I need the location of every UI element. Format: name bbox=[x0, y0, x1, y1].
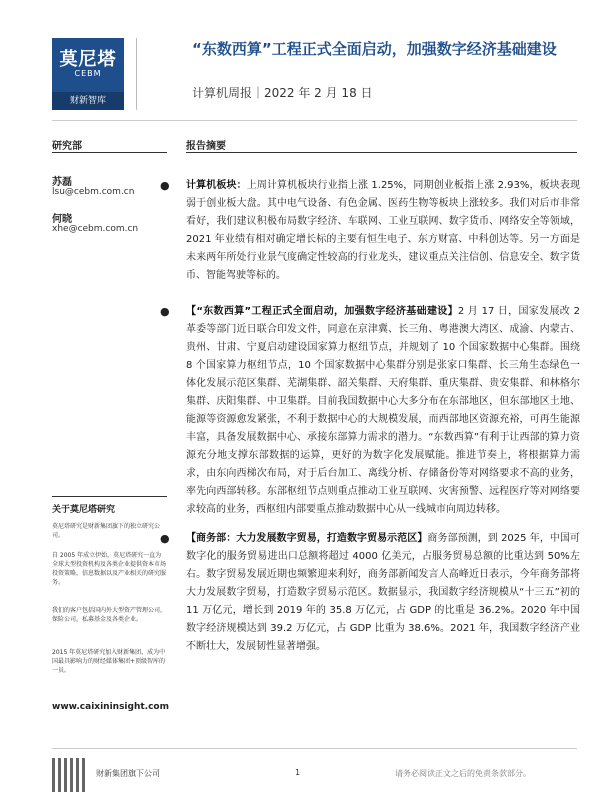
website-link[interactable]: www.caixininsight.com bbox=[52, 702, 169, 712]
report-title: “东数西算”工程正式全面启动，加强数字经济基础建设 bbox=[192, 40, 557, 58]
header-rule bbox=[52, 120, 577, 121]
report-subtitle: 计算机周报｜2022 年 2 月 18 日 bbox=[192, 86, 373, 100]
about-paragraph: 我们的客户包括国内外大型资产管理公司，保险公司，私募基金及各类企业。 bbox=[52, 607, 167, 623]
qr-code-icon bbox=[52, 758, 86, 792]
summary-paragraph bbox=[186, 177, 580, 285]
author-name: 何晓 bbox=[52, 214, 72, 225]
logo-sub: 财新智库 bbox=[52, 92, 124, 110]
footer-rule bbox=[52, 748, 577, 749]
about-title: 关于莫尼塔研究 bbox=[52, 505, 116, 515]
paragraph-lead: 【“东数西算”工程正式全面启动，加强数字经济基础建设】 bbox=[186, 306, 458, 317]
paragraph-text: 上周计算机板块行业指上涨 1.25%，同期创业板指上涨 2.93%，板块表现弱于创业板大盘。其中电气设备、有色金属、医药生物等板块上涨较多。我们对后市非常看好，我们建议积极布局数字经济、车联网、工业互联网、数字货币、网络安全等领域，2021 年业绩有相对确定增长标的主要有恒生电子、东方财富、中科创达等。另一方面是未来两年所处行业景气度确定性较高的行业龙头，建议重点关注信创、信息安全、数字货币、智能驾驶等标的。 bbox=[186, 180, 580, 281]
paragraph-text: 2 月 17 日，国家发展改 2 革委等部门近日联合印发文件，同意在京津冀、长三角、粤港澳大湾区、成渝、内蒙古、贵州、甘肃、宁夏启动建设国家算力枢纽节点，并规划了 10 个国家数据中心集群。围绕 8 个国家算力枢纽节点，10 个国家数据中心集群分别是张家口集群、长三角生态绿色一体化发展示范区集群、芜湖集群、韶关集群、天府集群、重庆集群、贵安集群、和林格尔集群、庆阳集群、中卫集群。目前我国数据中心大多分布在东部地区，但东部地区土地、能源等资源愈发紧张，不利于数据中心的大规模发展，而西部地区资源充裕，可再生能源丰富，具备发展数据中心、承接东部算力需求的潜力。“东数西算”有利于让西部的算力资源充分地支撑东部数据的运算，更好的为数字化发展赋能。推进节奏上，将根据算力需求，由东向西梯次布局，对于后台加工、离线分析、存储备份等对网络要求不高的业务，率先向西部转移。东部枢纽节点则重点推动工业互联网、灾害预警、远程医疗等对网络要求较高的业务，西枢纽内部要重点推动数据中心从一线城市向周边转移。 bbox=[186, 306, 580, 515]
logo-cn: 莫尼塔 bbox=[59, 49, 117, 70]
bullet-icon: ● bbox=[160, 532, 170, 545]
about-paragraph: 2015 年莫尼塔研究加入财新集团，成为中国最具影响力的财经媒体集团+顶级智库的一员。 bbox=[52, 649, 166, 674]
paragraph-text: 商务部预测，到 2025 年，中国可数字化的服务贸易进出口总额将超过 4000 亿美元，占服务贸易总额的比重达到 50%左右。数字贸易发展近期也频繁迎来利好，商务部新闻发言人高峰近日表示，今年商务部将大力发展数字贸易，打造数字贸易示范区。数据显示，我国数字经济规模从“十三五”初的 11 万亿元，增长到 2019 年的 35.8 万亿元，占 GDP 的比重是 36.2%。2020 年中国数字经济规模达到 39.2 万亿元，占 GDP 比重为 38.6%。2021 年，我国数字经济产业不断壮大，发展韧性显著增强。 bbox=[186, 533, 580, 652]
company-logo bbox=[52, 38, 124, 110]
summary-paragraph bbox=[186, 303, 580, 519]
bullet-icon: ● bbox=[160, 179, 170, 192]
research-dept-heading: 研究部 bbox=[52, 141, 82, 152]
about-rule bbox=[52, 496, 167, 497]
bullet-icon: ● bbox=[160, 305, 170, 318]
author-name: 苏磊 bbox=[52, 177, 72, 188]
paragraph-lead: 【商务部：大力发展数字贸易，打造数字贸易示范区】 bbox=[186, 533, 428, 544]
about-paragraph: 莫尼塔研究是财新集团旗下的独立研究公司。 bbox=[52, 523, 161, 539]
about-paragraph: 自 2005 年成立伊始，莫尼塔研究一直为全球大型投资机构及各类企业提供资本市场投资策略，信息数据以及产业相关的研究服务。 bbox=[52, 552, 167, 586]
footer-disclaimer: 请务必阅读正文之后的免责条款部分。 bbox=[395, 769, 531, 778]
summary-paragraph bbox=[186, 530, 580, 656]
logo-en: CEBM bbox=[74, 69, 102, 78]
left-rule bbox=[52, 152, 167, 153]
right-rule bbox=[186, 152, 577, 153]
author-email[interactable]: xhe@cebm.com.cn bbox=[52, 224, 139, 234]
page-number: 1 bbox=[295, 768, 301, 777]
author-email[interactable]: lsu@cebm.com.cn bbox=[52, 187, 135, 197]
header-divider bbox=[136, 38, 137, 110]
paragraph-lead: 计算机板块： bbox=[186, 180, 247, 191]
summary-heading: 报告摘要 bbox=[186, 141, 226, 152]
footer-company: 财新集团旗下公司 bbox=[96, 769, 160, 778]
